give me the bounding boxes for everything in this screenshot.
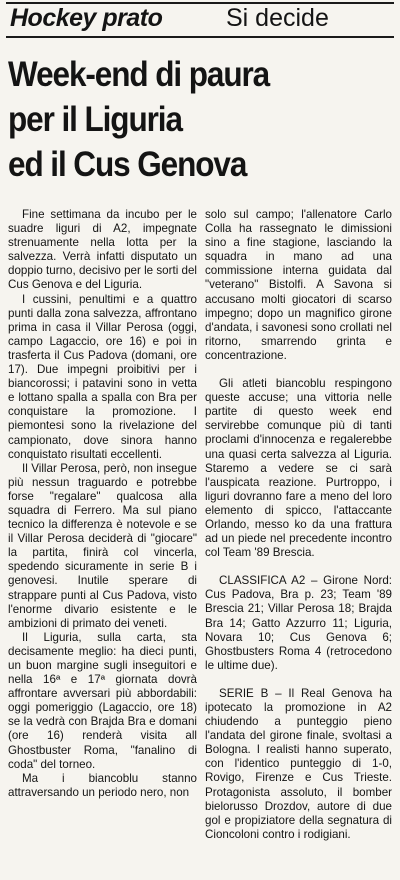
article-paragraph: Gli atleti biancoblu respingono queste accuse; una vittoria nelle partite di questo week end servirebbe comunque più di tanti proclami d'innocenza e regalerebbe una quasi certa salvezza al Liguria. Staremo a vedere se ci sarà l'auspicata reazione. Purtroppo, i liguri dovranno fare a meno del loro elemento di spicco, l'attaccante Orlando, messo ko da una frattura ad un piede nel precedente incontro col Team '89 Brescia. [205, 377, 392, 560]
article-paragraph: I cussini, penultimi e a quattro punti dalla zona salvezza, affrontano prima in casa il Villar Perosa (oggi, campo Lagaccio, ore 16) e poi in trasferta il Cus Padova (domani, ore 17). Due impegni proibitivi per i biancorossi; i patavini sono in vetta e lottano spalla a spalla con Bra per conquistare la promozione. I piemontesi sono la rivelazione del campionato, dove sinora hanno conquistato risultati eccellenti. [8, 292, 197, 461]
article-paragraph: Il Villar Perosa, però, non insegue più nessun traguardo e potrebbe forse "regalare" qualcosa alla squadra di Ferrero. Ma sul piano tecnico la differenza è notevole e se il Villar Perosa deciderà di "giocare" la partita, finirà col vincerla, spedendo sicuramente in serie B i genovesi. Inutile sperare di strappare punti al Cus Padova, visto l'enorme divario esistente e le ambizioni di primato dei veneti. [8, 461, 197, 630]
standings-paragraph: CLASSIFICA A2 – Girone Nord: Cus Padova, Bra p. 23; Team '89 Brescia 21; Villar Perosa 18; Brajda Bra 14; Gatto Azzurro 11; Liguria, Novara 10; Cus Genova 6; Ghostbusters Roma 4 (retrocedono le ultime due). [205, 574, 392, 672]
article-paragraph: Il Liguria, sulla carta, sta decisamente meglio: ha dieci punti, un buon margine sugli inseguitori e nella 16ª e 17ª giornata dovrà affrontare avversari più abbordabili: oggi pomeriggio (Lagaccio, ore 18) se la vedrà con Brajda Bra e domani (ore 16) renderà visita all Ghostbuster Roma, "fanalino di coda" del torneo. [8, 630, 197, 771]
article-paragraph: solo sul campo; l'allenatore Carlo Colla ha rassegnato le dimissioni sino a fine stagione, lasciando la squadra in mano ad una commissione interna guidata dal "veterano" Bistolfi. A Savona si accusano molti giocatori di scarso impegno; dopo un magnifico girone d'andata, i savonesi sono crollati nel ritorno, smarrendo grinta e concentrazione. [205, 208, 392, 362]
headline [8, 52, 357, 187]
serie-b-paragraph: SERIE B – Il Real Genova ha ipotecato la promozione in A2 chiudendo a punteggio pieno l'andata del girone finale, svoltasi a Bologna. I realisti hanno superato, con l'identico punteggio di 1-0, Rovigo, Firenze e Cus Trieste. Protagonista assoluto, il bomber bielorusso Drozdov, autore di due gol e propiziatore della segnatura di Cioncoloni contro i rodigiani. [205, 686, 392, 841]
kicker: Si decide [226, 4, 329, 32]
headline-line: Week-end di paura [8, 55, 270, 94]
section-label: Hockey prato [10, 4, 163, 32]
headline-line: ed il Cus Genova [8, 145, 247, 184]
header-bottom-rule [6, 36, 394, 38]
article-paragraph: Ma i biancoblu stanno attraversando un periodo nero, non [8, 771, 197, 799]
article-column-right [205, 208, 392, 842]
headline-line: per il Liguria [8, 100, 182, 139]
article-paragraph: Fine settimana da incubo per le suadre liguri di A2, impegnate strenuamente nella lotta per la salvezza. Verrà infatti disputato un doppio turno, decisivo per le sorti del Cus Genova e del Liguria. [8, 208, 197, 292]
article-column-left [8, 208, 197, 800]
